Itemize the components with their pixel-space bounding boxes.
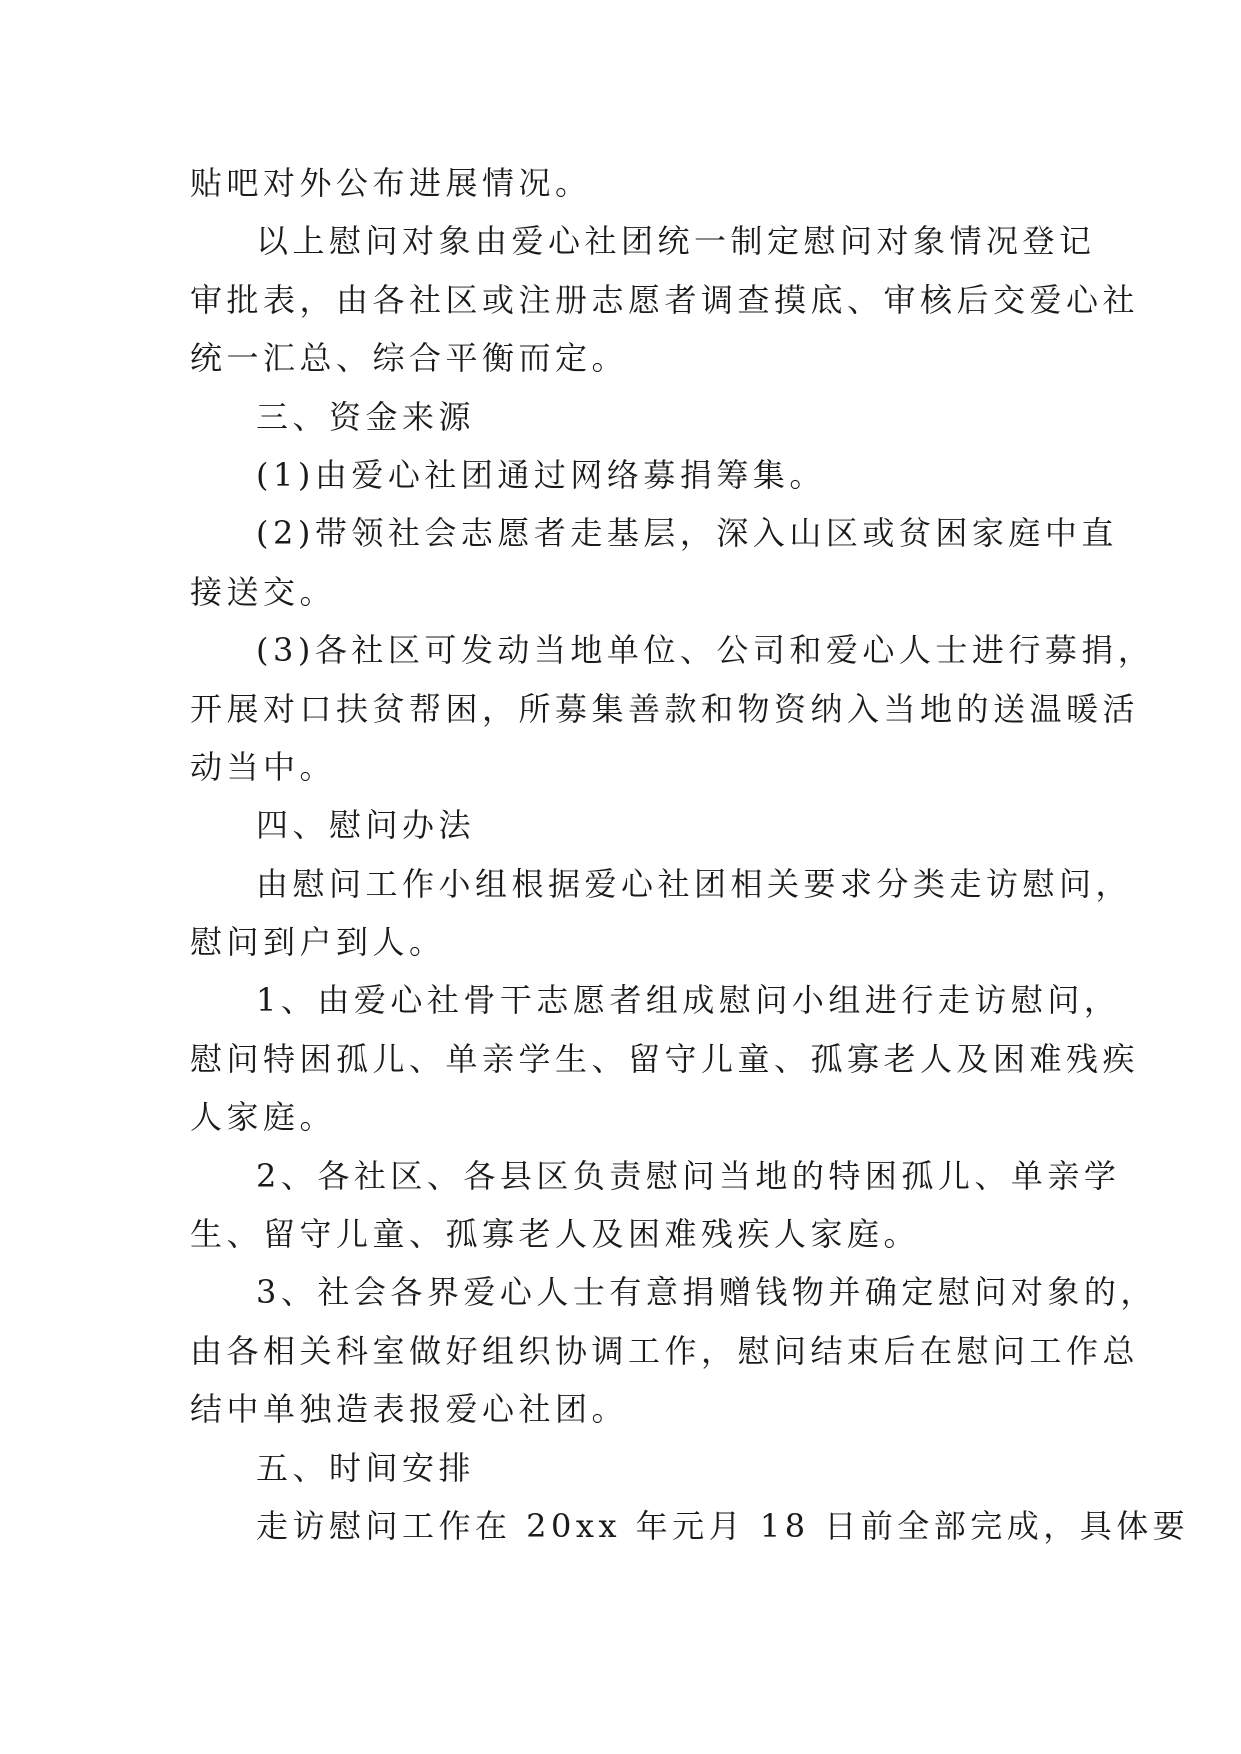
text-line: 接送交。 bbox=[190, 572, 337, 611]
text-line: (3)各社区可发动当地单位、公司和爱心人士进行募捐， bbox=[256, 631, 1155, 670]
text-line: 由各相关科室做好组织协调工作，慰问结束后在慰问工作总 bbox=[190, 1331, 1140, 1370]
document-body bbox=[190, 154, 1190, 1555]
text-line: 2、各社区、各县区负责慰问当地的特困孤儿、单亲学 bbox=[256, 1156, 1121, 1195]
text-line: 生、留守儿童、孤寡老人及困难残疾人家庭。 bbox=[190, 1215, 921, 1254]
text-line: 开展对口扶贫帮困，所募集善款和物资纳入当地的送温暖活 bbox=[190, 689, 1140, 728]
text-line: 贴吧对外公布进展情况。 bbox=[190, 164, 592, 202]
text-line: 3、社会各界爱心人士有意捐赠钱物并确定慰问对象的， bbox=[256, 1273, 1157, 1312]
text-line: 慰问到户到人。 bbox=[190, 923, 446, 962]
text-line: 统一汇总、综合平衡而定。 bbox=[190, 339, 629, 378]
text-line: (2)带领社会志愿者走基层，深入山区或贫困家庭中直 bbox=[256, 514, 1118, 553]
text-line: 慰问特困孤儿、单亲学生、留守儿童、孤寡老人及困难残疾 bbox=[190, 1039, 1140, 1078]
text-line: 人家庭。 bbox=[190, 1098, 337, 1137]
section-heading: 五、时间安排 bbox=[256, 1448, 476, 1487]
text-line: 结中单独造表报爱心社团。 bbox=[190, 1390, 629, 1429]
text-line: 走访慰问工作在 20xx 年元月 18 日前全部完成，具体要 bbox=[256, 1506, 1190, 1545]
text-line: 审批表，由各社区或注册志愿者调查摸底、审核后交爱心社 bbox=[190, 280, 1140, 319]
text-line: 动当中。 bbox=[190, 747, 337, 786]
text-line: 1、由爱心社骨干志愿者组成慰问小组进行走访慰问， bbox=[256, 981, 1121, 1020]
text-line: 以上慰问对象由爱心社团统一制定慰问对象情况登记 bbox=[256, 222, 1096, 261]
text-line: (1)由爱心社团通过网络募捐筹集。 bbox=[256, 455, 826, 494]
text-line: 由慰问工作小组根据爱心社团相关要求分类走访慰问， bbox=[256, 864, 1133, 903]
section-heading: 四、慰问办法 bbox=[256, 806, 476, 845]
section-heading: 三、资金来源 bbox=[256, 397, 476, 436]
